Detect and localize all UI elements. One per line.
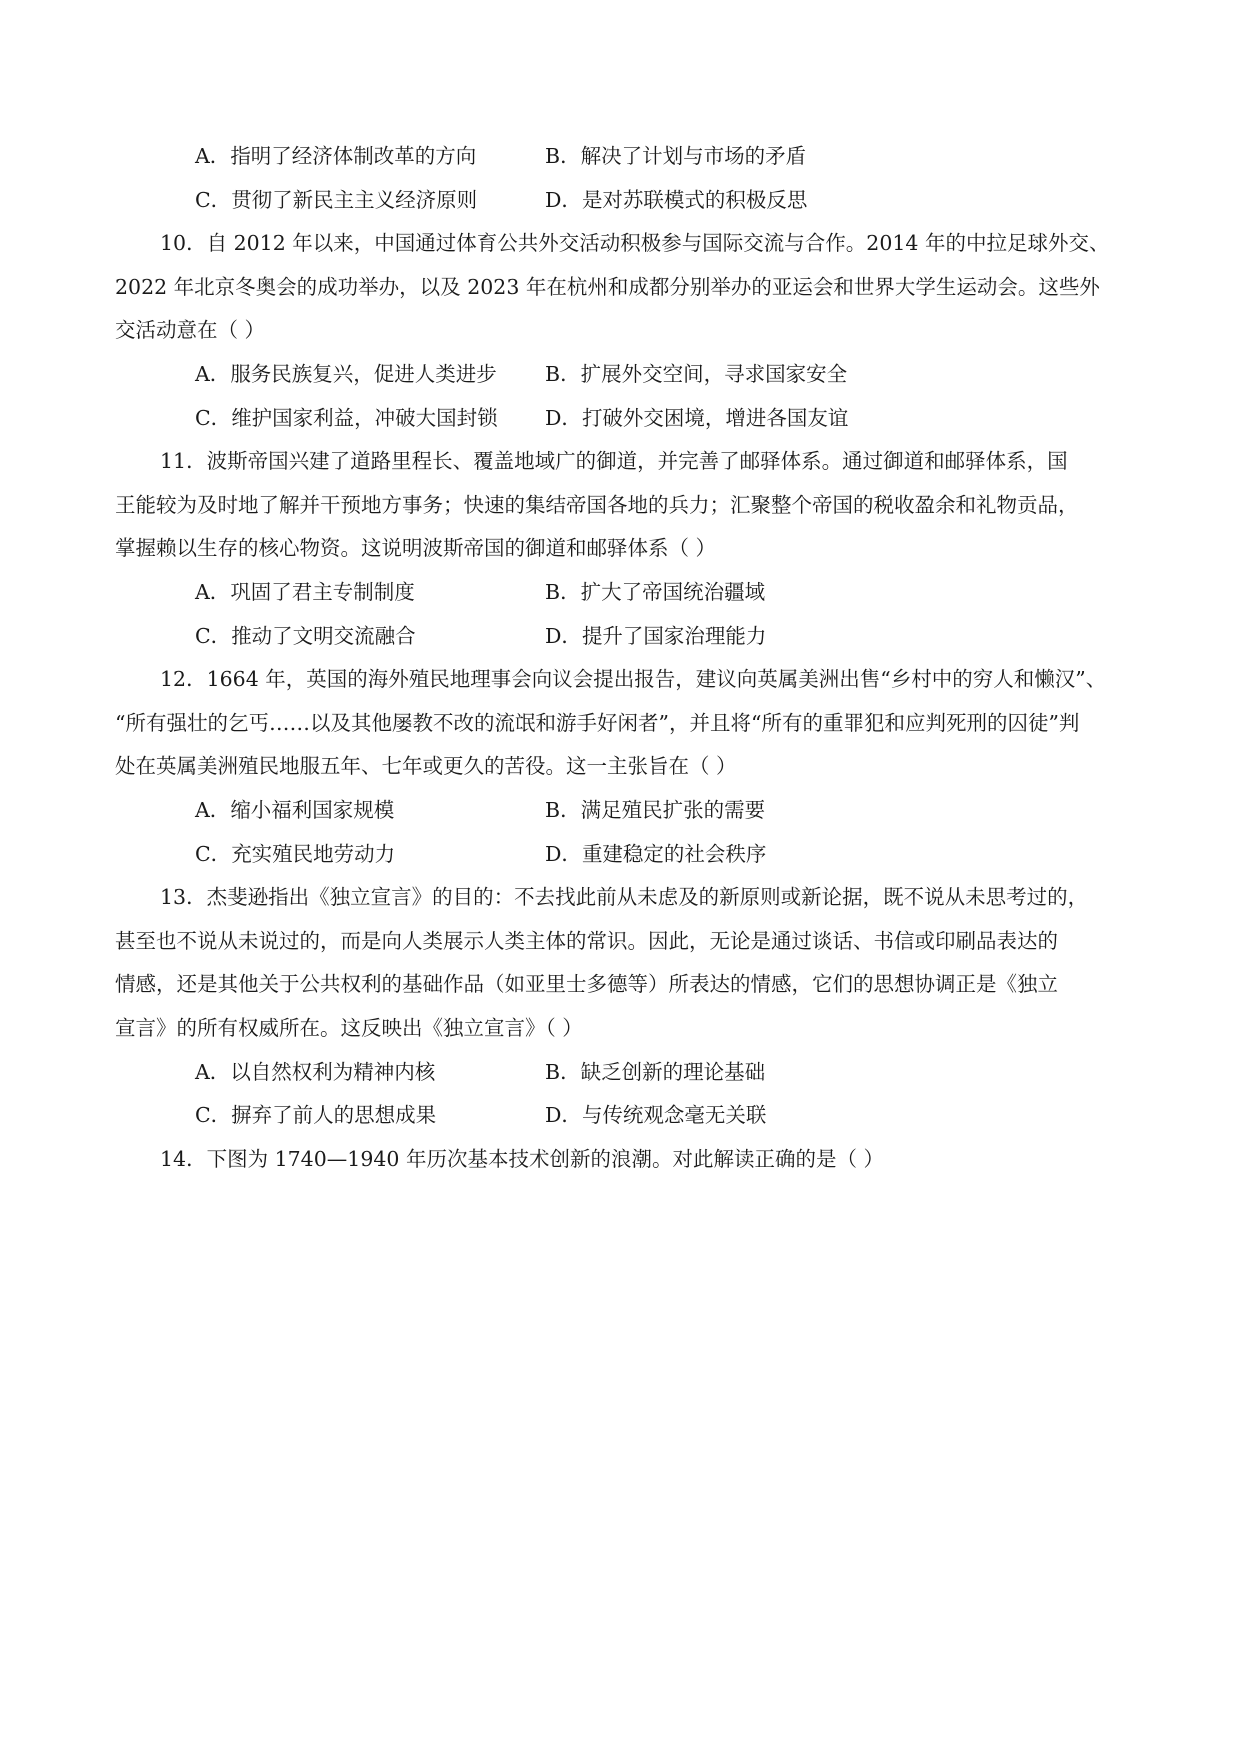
- option-letter: A．: [195, 798, 231, 822]
- option-text: 缺乏创新的理论基础: [580, 1060, 766, 1084]
- option-letter: B．: [545, 362, 581, 386]
- q11-option-d: [545, 622, 766, 650]
- option-text: 扩大了帝国统治疆域: [580, 580, 766, 604]
- q13-option-d: [545, 1101, 766, 1129]
- option-text: 缩小福利国家规模: [230, 798, 395, 822]
- option-text: 指明了经济体制改革的方向: [230, 144, 477, 168]
- option-letter: D．: [545, 406, 582, 430]
- q11-option-b: [545, 578, 765, 606]
- option-text: 摒弃了前人的思想成果: [231, 1103, 437, 1127]
- option-letter: D．: [545, 842, 582, 866]
- q13-stem-line-1: 13．杰斐逊指出《独立宣言》的目的：不去找此前从未虑及的新原则或新论据，既不说从未思考过的，: [160, 885, 1089, 909]
- q10-option-a: [195, 360, 497, 388]
- option-text: 满足殖民扩张的需要: [580, 798, 766, 822]
- option-letter: C．: [195, 406, 232, 430]
- q11-option-a: [195, 578, 415, 606]
- option-letter: D．: [545, 188, 582, 212]
- q12-option-a: [195, 796, 394, 824]
- option-text: 解决了计划与市场的矛盾: [580, 144, 807, 168]
- option-letter: B．: [545, 1060, 581, 1084]
- q9-option-d: [545, 186, 807, 214]
- option-letter: C．: [195, 1103, 232, 1127]
- q12-stem-line-2: “所有强壮的乞丐……以及其他屡教不改的流氓和游手好闲者”，并且将“所有的重罪犯和应判死刑的囚徒”判: [115, 711, 1080, 735]
- option-letter: A．: [195, 144, 231, 168]
- option-letter: C．: [195, 624, 232, 648]
- q11-stem-line-3: 掌握赖以生存的核心物资。这说明波斯帝国的御道和邮驿体系（ ）: [115, 536, 717, 560]
- q10-option-c: [195, 404, 498, 432]
- option-letter: B．: [545, 798, 581, 822]
- q12-option-c: [195, 840, 395, 868]
- option-text: 推动了文明交流融合: [231, 624, 416, 648]
- option-letter: B．: [545, 144, 581, 168]
- q13-option-b: [545, 1058, 765, 1086]
- option-letter: D．: [545, 1103, 582, 1127]
- option-text: 贯彻了新民主主义经济原则: [231, 188, 478, 212]
- q10-option-b: [545, 360, 847, 388]
- option-letter: C．: [195, 842, 232, 866]
- q12-option-b: [545, 796, 765, 824]
- q11-option-c: [195, 622, 416, 650]
- q11-stem-line-2: 王能较为及时地了解并干预地方事务；快速的集结帝国各地的兵力；汇聚整个帝国的税收盈余和礼物贡品，: [115, 493, 1079, 517]
- option-letter: A．: [195, 362, 231, 386]
- option-letter: A．: [195, 580, 231, 604]
- option-text: 与传统观念毫无关联: [581, 1103, 767, 1127]
- q10-stem-line-1: 10．自 2012 年以来，中国通过体育公共外交活动积极参与国际交流与合作。2014 年的中拉足球外交、: [160, 231, 1110, 255]
- q10-stem-line-3: 交活动意在（ ）: [115, 318, 266, 342]
- option-text: 扩展外交空间，寻求国家安全: [580, 362, 848, 386]
- option-text: 是对苏联模式的积极反思: [581, 188, 808, 212]
- q13-stem-line-2: 甚至也不说从未说过的，而是向人类展示人类主体的常识。因此，无论是通过谈话、书信或印刷品表达的: [115, 929, 1058, 953]
- q14-stem-line-1: 14．下图为 1740—1940 年历次基本技术创新的浪潮。对此解读正确的是（ ）: [160, 1147, 884, 1171]
- option-text: 提升了国家治理能力: [581, 624, 767, 648]
- q13-option-c: [195, 1101, 436, 1129]
- option-text: 打破外交困境，增进各国友谊: [581, 406, 849, 430]
- option-text: 充实殖民地劳动力: [231, 842, 396, 866]
- option-letter: C．: [195, 188, 232, 212]
- option-letter: B．: [545, 580, 581, 604]
- q9-option-a: [195, 142, 476, 170]
- q9-option-b: [545, 142, 806, 170]
- option-text: 维护国家利益，冲破大国封锁: [231, 406, 498, 430]
- q11-stem-line-1: 11．波斯帝国兴建了道路里程长、覆盖地域广的御道，并完善了邮驿体系。通过御道和邮驿体系，国: [160, 449, 1068, 473]
- option-text: 巩固了君主专制制度: [230, 580, 415, 604]
- option-text: 重建稳定的社会秩序: [581, 842, 767, 866]
- option-letter: D．: [545, 624, 582, 648]
- q10-stem-line-2: 2022 年北京冬奥会的成功举办，以及 2023 年在杭州和成都分别举办的亚运会和世界大学生运动会。这些外: [115, 275, 1100, 299]
- option-text: 以自然权利为精神内核: [230, 1060, 436, 1084]
- option-letter: A．: [195, 1060, 231, 1084]
- q13-stem-line-3: 情感，还是其他关于公共权利的基础作品（如亚里士多德等）所表达的情感，它们的思想协调正是《独立: [115, 972, 1058, 996]
- q13-option-a: [195, 1058, 435, 1086]
- q12-option-d: [545, 840, 766, 868]
- q12-stem-line-3: 处在英属美洲殖民地服五年、七年或更久的苦役。这一主张旨在（ ）: [115, 754, 737, 778]
- q9-option-c: [195, 186, 477, 214]
- q10-option-d: [545, 404, 848, 432]
- q12-stem-line-1: 12．1664 年，英国的海外殖民地理事会向议会提出报告，建议向英属美洲出售“乡村中的穷人和懒汉”、: [160, 667, 1107, 691]
- option-text: 服务民族复兴，促进人类进步: [230, 362, 497, 386]
- q13-stem-line-4: 宣言》的所有权威所在。这反映出《独立宣言》（ ）: [115, 1016, 583, 1040]
